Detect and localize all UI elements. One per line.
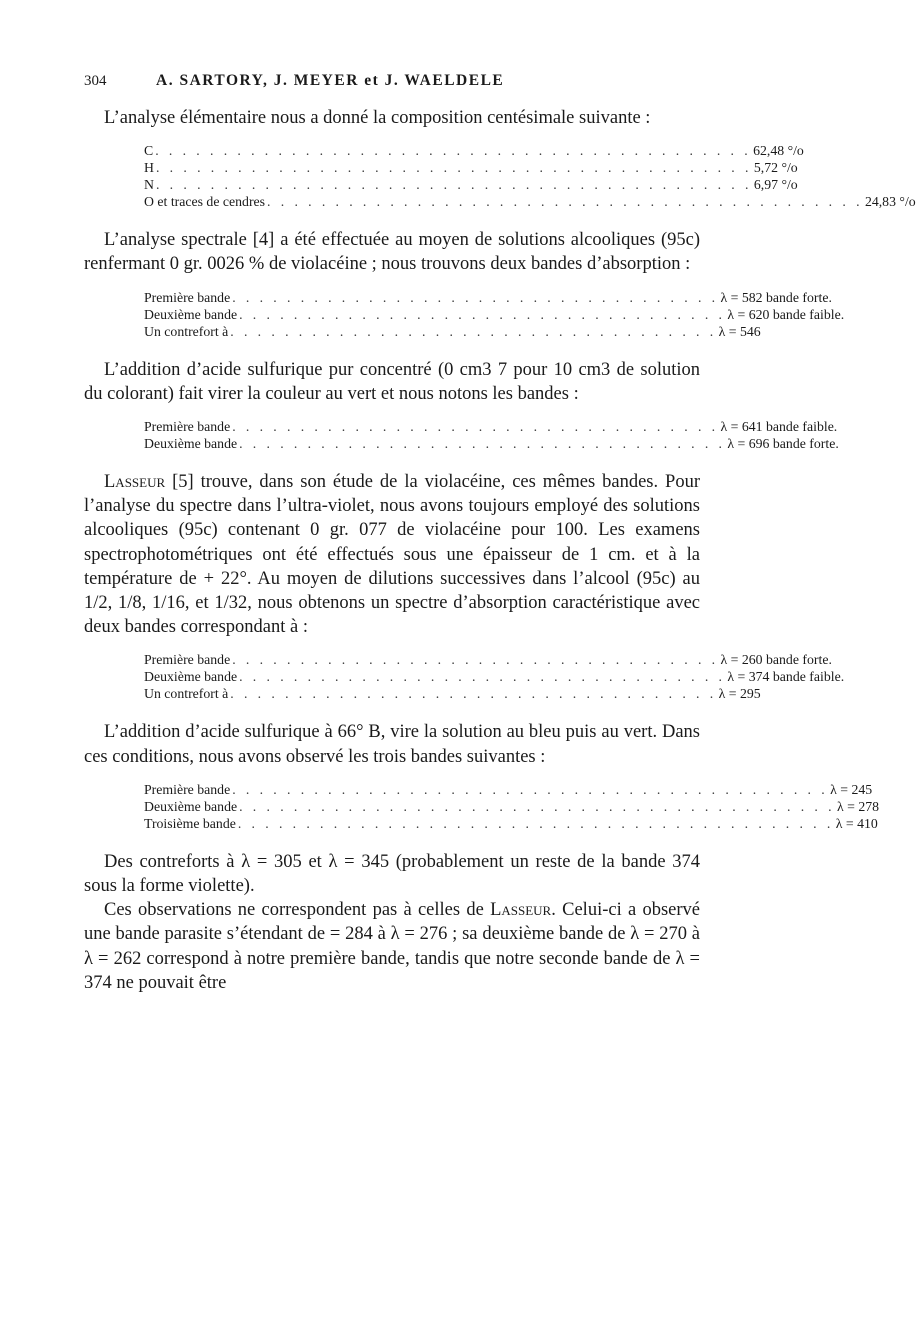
- row-value: λ = 582 bande forte.: [720, 289, 832, 305]
- row-value: λ = 245: [830, 781, 873, 797]
- row-value: λ = 546: [718, 323, 761, 339]
- paragraph-7: [84, 898, 700, 995]
- row-label: H: [144, 160, 154, 176]
- row-value: 5,72 °/o: [753, 160, 798, 176]
- row-label: Deuxième bande: [144, 306, 238, 322]
- author-name: Lasseur: [490, 900, 552, 921]
- running-head: A. SARTORY, J. MEYER et J. WAELDELE: [156, 72, 505, 89]
- table-row: Troisième bande . . . . . . . . . . . . . . . . . . . . . . . . . . . . . . . . . . . . . . . . . . . . λ = 410: [144, 815, 878, 831]
- table-row: Deuxième bande . . . . . . . . . . . . . . . . . . . . . . . . . . . . . . . . . . . . . . . . . . . . λ = 278: [144, 798, 880, 814]
- table-row: Un contrefort à . . . . . . . . . . . . . . . . . . . . . . . . . . . . . . . . . . . . λ = 546: [144, 323, 640, 340]
- bands-table-1: [144, 289, 845, 340]
- paragraph-4-text: [5] trouve, dans son étude de la violacéine, ces mêmes bandes. Pour l’analyse du spectre dans l’ultra-violet, nous avons toujours employé des solutions alcooliques (95c) contenant 0 gr. 077 de violacéine pour 100. Les examens spectrophotométriques ont été effectués sous une épaisseur de 1 cm. et à la température de + 22°. Au moyen de dilutions successives dans l’alcool (95c) au 1/2, 1/8, 1/16, et 1/32, nous obtenons un spectre d’absorption caractéristique avec deux bandes correspondant à :: [84, 472, 700, 638]
- row-value: 6,97 °/o: [753, 177, 798, 193]
- paragraph-2: L’analyse spectrale [4] a été effectuée au moyen de solutions alcooliques (95c) renfermant 0 gr. 0026 % de violacéine ; nous trouvons deux bandes d’absorption :: [84, 230, 700, 275]
- row-value: λ = 696 bande forte.: [727, 436, 839, 452]
- row-value: λ = 410: [835, 815, 878, 831]
- row-value: λ = 641 bande faible.: [720, 419, 838, 435]
- row-label: N: [144, 177, 154, 193]
- row-value: λ = 260 bande forte.: [720, 652, 832, 668]
- bands-table-2: [144, 418, 839, 452]
- page: [84, 72, 916, 995]
- row-label: Deuxième bande: [144, 798, 238, 814]
- bands-table-4: [144, 781, 880, 832]
- row-label: Première bande: [144, 781, 231, 797]
- table-row: Première bande . . . . . . . . . . . . . . . . . . . . . . . . . . . . . . . . . . . . λ = 641 bande faible.: [144, 418, 640, 435]
- row-label: Deuxième bande: [144, 436, 238, 452]
- row-label: O et traces de cendres: [144, 194, 266, 210]
- row-value: 62,48 °/o: [753, 143, 804, 159]
- page-header: [84, 72, 700, 106]
- row-value: 24,83 °/o: [864, 194, 916, 210]
- row-label: C: [144, 143, 154, 159]
- table-row: O et traces de cendres . . . . . . . . . . . . . . . . . . . . . . . . . . . . . . . . . . . . . . . . . . . . 24,83 °/o: [144, 194, 916, 210]
- row-value: λ = 620 bande faible.: [727, 306, 845, 322]
- table-row: Deuxième bande . . . . . . . . . . . . . . . . . . . . . . . . . . . . . . . . . . . . λ = 696 bande forte.: [144, 435, 640, 452]
- row-label: Un contrefort à: [144, 686, 229, 702]
- table-row: N . . . . . . . . . . . . . . . . . . . . . . . . . . . . . . . . . . . . . . . . . . . . 6,97 °/o: [144, 177, 798, 193]
- paragraph-7-text-b: . Celui-ci a observé une bande parasite s’étendant de = 284 à λ = 276 ; sa deuxième bande de λ = 270 à λ = 262 correspond à notre première bande, tandis que notre seconde bande de λ = 374 ne pouvait être: [84, 900, 700, 993]
- paragraph-5: L’addition d’acide sulfurique à 66° B, vire la solution au bleu puis au vert. Dans ces conditions, nous avons observé les trois bandes suivantes :: [84, 722, 700, 767]
- table-row: Un contrefort à . . . . . . . . . . . . . . . . . . . . . . . . . . . . . . . . . . . . λ = 295: [144, 685, 640, 702]
- paragraph-6: Des contreforts à λ = 305 et λ = 345 (probablement un reste de la bande 374 sous la forme violette).: [84, 851, 700, 897]
- bands-table-3: [144, 651, 845, 702]
- page-number: 304: [84, 73, 107, 89]
- table-row: Première bande . . . . . . . . . . . . . . . . . . . . . . . . . . . . . . . . . . . . λ = 582 bande forte.: [144, 289, 640, 306]
- paragraph-4: [84, 470, 700, 639]
- composition-table: [144, 142, 916, 210]
- paragraph-3: L’addition d’acide sulfurique pur concentré (0 cm3 7 pour 10 cm3 de solution du colorant) fait virer la couleur au vert et nous notons les bandes :: [84, 359, 700, 404]
- row-value: λ = 374 bande faible.: [727, 669, 845, 685]
- table-row: Première bande . . . . . . . . . . . . . . . . . . . . . . . . . . . . . . . . . . . . λ = 260 bande forte.: [144, 651, 640, 668]
- paragraph-7-text-a: Ces observations ne correspondent pas à celles de: [104, 900, 491, 921]
- row-label: Troisième bande: [144, 815, 236, 831]
- row-label: Un contrefort à: [144, 323, 229, 339]
- table-row: Deuxième bande . . . . . . . . . . . . . . . . . . . . . . . . . . . . . . . . . . . . λ = 620 bande faible.: [144, 306, 640, 323]
- table-row: Première bande . . . . . . . . . . . . . . . . . . . . . . . . . . . . . . . . . . . . . . . . . . . . λ = 245: [144, 781, 873, 797]
- paragraph-1: L’analyse élémentaire nous a donné la composition centésimale suivante :: [104, 108, 651, 128]
- row-value: λ = 278: [836, 798, 880, 814]
- author-name: Lasseur: [104, 472, 166, 493]
- row-label: Première bande: [144, 652, 231, 668]
- table-row: Deuxième bande . . . . . . . . . . . . . . . . . . . . . . . . . . . . . . . . . . . . λ = 374 bande faible.: [144, 668, 640, 685]
- table-row: H . . . . . . . . . . . . . . . . . . . . . . . . . . . . . . . . . . . . . . . . . . . . 5,72 °/o: [144, 160, 798, 176]
- row-value: λ = 295: [718, 686, 761, 702]
- row-label: Deuxième bande: [144, 669, 238, 685]
- table-row: C . . . . . . . . . . . . . . . . . . . . . . . . . . . . . . . . . . . . . . . . . . . . 62,48 °/o: [144, 143, 804, 159]
- row-label: Première bande: [144, 419, 231, 435]
- row-label: Première bande: [144, 289, 231, 305]
